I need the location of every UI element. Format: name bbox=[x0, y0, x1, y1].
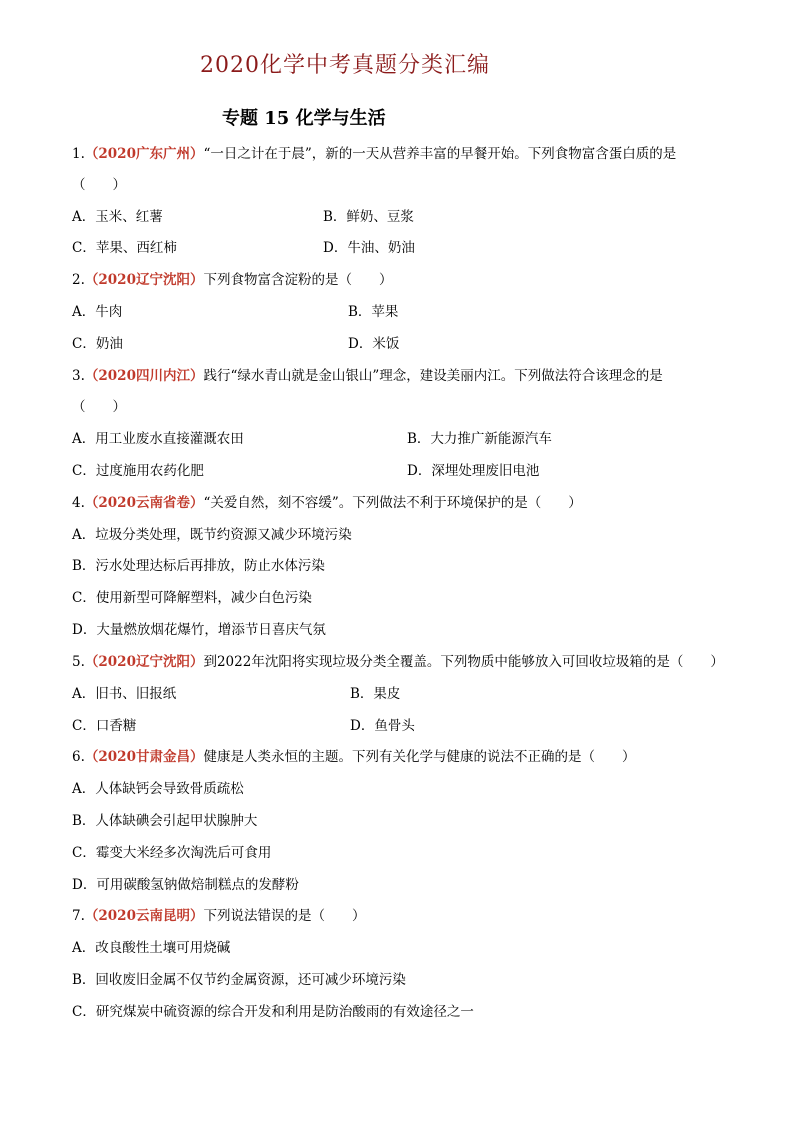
question-3-option-a: A．用工业废水直接灌溉农田 bbox=[72, 431, 244, 447]
question-1-option-a: A．玉米、红薯 bbox=[72, 209, 163, 225]
question-6-stem: 6.（2020甘肃金昌）健康是人类永恒的主题。下列有关化学与健康的说法不正确的是（ ） bbox=[72, 749, 636, 765]
question-3-stem: 3.（2020四川内江）践行“绿水青山就是金山银山”理念，建设美丽内江。下列做法符合该理念的是 bbox=[72, 368, 663, 384]
question-4-option-d: D．大量燃放烟花爆竹，增添节日喜庆气氛 bbox=[72, 622, 326, 638]
question-6-option-c: C．霉变大米经多次淘洗后可食用 bbox=[72, 845, 272, 861]
question-3-option-b: B．大力推广新能源汽车 bbox=[407, 431, 552, 447]
question-1-blank: （ ） bbox=[72, 177, 126, 193]
question-2-option-b: B．苹果 bbox=[348, 304, 399, 320]
question-7-stem: 7.（2020云南昆明）下列说法错误的是（ ） bbox=[72, 908, 366, 924]
question-source: （2020云南昆明） bbox=[84, 908, 204, 924]
question-source: （2020辽宁沈阳） bbox=[84, 654, 204, 670]
question-2-option-d: D．米饭 bbox=[348, 336, 400, 352]
question-6-option-b: B．人体缺碘会引起甲状腺肿大 bbox=[72, 813, 258, 829]
question-2-option-a: A．牛肉 bbox=[72, 304, 123, 320]
question-1-option-d: D．牛油、奶油 bbox=[323, 240, 415, 256]
question-source: （2020甘肃金昌） bbox=[84, 749, 204, 765]
question-6-option-d: D．可用碳酸氢钠做焙制糕点的发酵粉 bbox=[72, 877, 299, 893]
section-title: 专题 15 化学与生活 bbox=[222, 108, 386, 129]
question-3-option-c: C．过度施用农药化肥 bbox=[72, 463, 204, 479]
question-5-option-c: C．口香糖 bbox=[72, 718, 137, 734]
question-2-option-c: C．奶油 bbox=[72, 336, 123, 352]
question-3-blank: （ ） bbox=[72, 399, 126, 415]
document-title: 2020化学中考真题分类汇编 bbox=[200, 53, 490, 78]
question-source: （2020四川内江） bbox=[84, 368, 204, 384]
question-5-option-b: B．果皮 bbox=[350, 686, 401, 702]
question-4-option-a: A．垃圾分类处理，既节约资源又减少环境污染 bbox=[72, 527, 352, 543]
question-7-option-b: B．回收废旧金属不仅节约金属资源，还可减少环境污染 bbox=[72, 972, 406, 988]
question-6-option-a: A．人体缺钙会导致骨质疏松 bbox=[72, 781, 244, 797]
question-5-option-a: A．旧书、旧报纸 bbox=[72, 686, 177, 702]
question-4-option-c: C．使用新型可降解塑料，减少白色污染 bbox=[72, 590, 312, 606]
question-1-option-c: C．苹果、西红柿 bbox=[72, 240, 177, 256]
question-4-stem: 4.（2020云南省卷）“关爱自然，刻不容缓”。下列做法不利于环境保护的是（ ） bbox=[72, 495, 582, 511]
question-5-stem: 5.（2020辽宁沈阳）到2022年沈阳将实现垃圾分类全覆盖。下列物质中能够放入可回收垃圾箱的是（ ） bbox=[72, 654, 724, 670]
question-7-option-c: C．研究煤炭中硫资源的综合开发和利用是防治酸雨的有效途径之一 bbox=[72, 1004, 474, 1020]
question-3-option-d: D．深埋处理废旧电池 bbox=[407, 463, 540, 479]
question-1-option-b: B．鲜奶、豆浆 bbox=[323, 209, 414, 225]
question-5-option-d: D．鱼骨头 bbox=[350, 718, 415, 734]
question-2-stem: 2.（2020辽宁沈阳）下列食物富含淀粉的是（ ） bbox=[72, 272, 393, 288]
question-7-option-a: A．改良酸性土壤可用烧碱 bbox=[72, 940, 231, 956]
question-source: （2020辽宁沈阳） bbox=[84, 272, 204, 288]
question-source: （2020云南省卷） bbox=[84, 495, 204, 511]
question-4-option-b: B．污水处理达标后再排放，防止水体污染 bbox=[72, 558, 325, 574]
question-source: （2020广东广州） bbox=[84, 146, 204, 162]
question-1-stem: 1.（2020广东广州）“一日之计在于晨”，新的一天从营养丰富的早餐开始。下列食物富含蛋白质的是 bbox=[72, 146, 677, 162]
